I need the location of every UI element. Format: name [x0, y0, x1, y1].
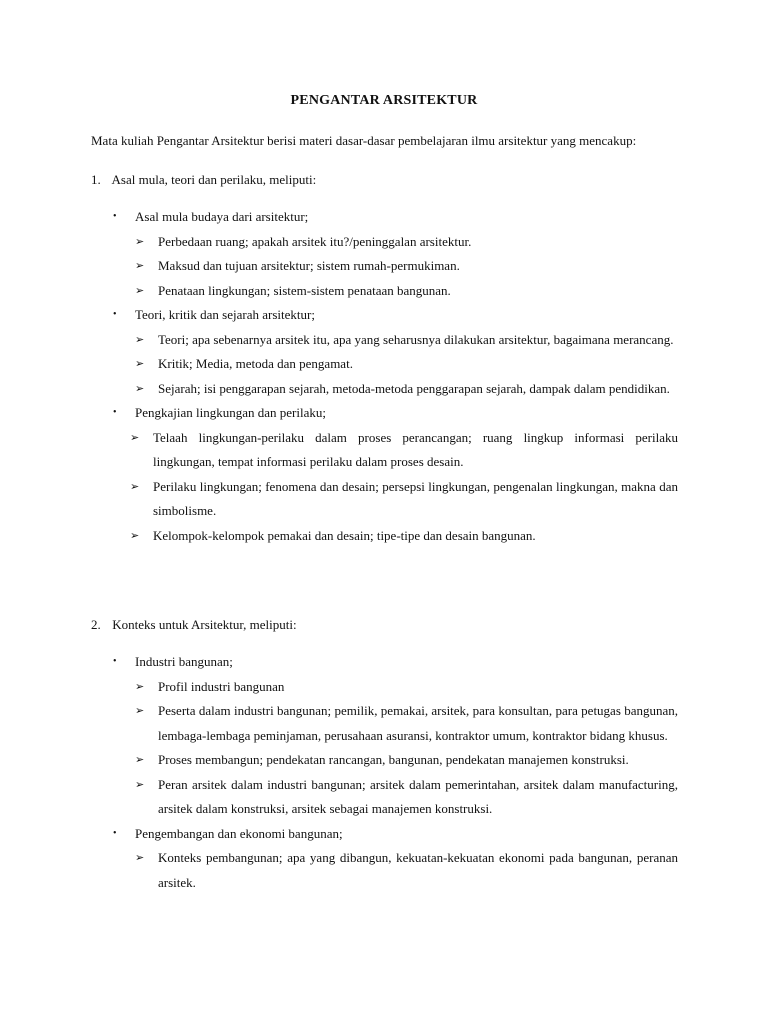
sub-item: [135, 352, 678, 377]
sub-item: [135, 748, 678, 773]
sub-item-text: Perilaku lingkungan; fenomena dan desain; persepsi lingkungan, pengenalan lingkungan, makna dan simbolisme.: [153, 478, 678, 518]
arrow-icon: ➢: [135, 260, 145, 272]
arrow-icon: ➢: [130, 529, 140, 542]
bullet-label: Asal mula budaya dari arsitektur;: [135, 209, 309, 224]
section-number: 1.: [91, 172, 101, 187]
sub-item-text: Maksud dan tujuan arsitektur; sistem rumah-permukiman.: [158, 258, 460, 273]
section-heading-1: [91, 172, 316, 188]
bullet-icon: •: [113, 827, 117, 839]
arrow-icon: ➢: [130, 480, 140, 493]
sub-item-text: Kritik; Media, metoda dan pengamat.: [158, 356, 353, 371]
sub-item-text: Profil industri bangunan: [158, 678, 285, 694]
sub-item-text: Telaah lingkungan-perilaku dalam proses perancangan; ruang lingkup informasi perilaku lingkungan, tempat informasi perilaku dalam proses desain.: [153, 429, 678, 469]
sub-item-text: Peserta dalam industri bangunan; pemilik, pemakai, arsitek, para konsultan, para petugas bangunan, lembaga-lembaga peminjaman, perusahaan asuransi, kontraktor umum, kontraktor bidang khusus.: [158, 703, 678, 743]
sub-item: [135, 279, 678, 304]
bullet-item: [113, 650, 678, 675]
bullet-item: [113, 822, 678, 847]
sub-item: [130, 426, 678, 475]
bullet-icon: •: [113, 211, 117, 222]
sub-item-text: Konteks pembangunan; apa yang dibangun, kekuatan-kekuatan ekonomi pada bangunan, peranan arsitek.: [158, 850, 678, 890]
section-1-list: [0, 205, 768, 548]
bullet-icon: •: [113, 407, 117, 418]
sub-item-text: Proses membangun; pendekatan rancangan, bangunan, pendekatan manajemen konstruksi.: [158, 752, 629, 767]
page-title: PENGANTAR ARSITEKTUR: [290, 93, 478, 108]
sub-item-text: Teori; apa sebenarnya arsitek itu, apa yang seharusnya dilakukan arsitektur, bagaimana merancang.: [158, 331, 674, 347]
bullet-item: [113, 401, 678, 426]
arrow-icon: ➢: [135, 358, 145, 370]
bullet-item: [113, 205, 678, 230]
section-heading-2: [91, 617, 297, 633]
sub-item-text: Sejarah; isi penggarapan sejarah, metoda-metoda penggarapan sejarah, dampak dalam pendidikan.: [158, 380, 670, 396]
arrow-icon: ➢: [135, 333, 145, 346]
bullet-icon: •: [113, 656, 117, 667]
sub-item-text: Perbedaan ruang; apakah arsitek itu?/peninggalan arsitektur.: [158, 233, 472, 249]
sub-item: [135, 846, 678, 895]
bullet-label: Pengkajian lingkungan dan perilaku;: [135, 405, 326, 420]
arrow-icon: ➢: [135, 680, 145, 693]
sub-item-text: Penataan lingkungan; sistem-sistem penataan bangunan.: [158, 282, 451, 298]
bullet-label: Pengembangan dan ekonomi bangunan;: [135, 825, 343, 841]
section-heading-text: Konteks untuk Arsitektur, meliputi:: [112, 617, 297, 632]
arrow-icon: ➢: [135, 235, 145, 248]
arrow-icon: ➢: [135, 705, 145, 717]
sub-item: [135, 328, 678, 353]
arrow-icon: ➢: [135, 284, 145, 297]
section-2-list: [0, 650, 768, 895]
sub-item: [135, 377, 678, 402]
section-heading-text: Asal mula, teori dan perilaku, meliputi:: [111, 172, 317, 187]
sub-item: [135, 675, 678, 700]
intro-paragraph: Mata kuliah Pengantar Arsitektur berisi materi dasar-dasar pembelajaran ilmu arsitektur yang mencakup:: [91, 133, 637, 148]
arrow-icon: ➢: [135, 382, 145, 395]
bullet-label: Industri bangunan;: [135, 654, 233, 669]
sub-item-text: Kelompok-kelompok pemakai dan desain; tipe-tipe dan desain bangunan.: [153, 527, 536, 543]
arrow-icon: ➢: [135, 778, 145, 791]
sub-item: [135, 699, 678, 748]
sub-item: [135, 230, 678, 255]
bullet-icon: •: [113, 309, 117, 320]
sub-item: [135, 773, 678, 822]
section-number: 2.: [91, 617, 101, 632]
arrow-icon: ➢: [135, 852, 145, 864]
sub-item-text: Peran arsitek dalam industri bangunan; arsitek dalam pemerintahan, arsitek dalam manufacturing, arsitek dalam konstruksi, arsitek sebagai manajemen konstruksi.: [158, 776, 678, 816]
bullet-item: [113, 303, 678, 328]
bullet-label: Teori, kritik dan sejarah arsitektur;: [135, 307, 315, 322]
arrow-icon: ➢: [130, 431, 140, 444]
sub-item: [130, 524, 678, 549]
arrow-icon: ➢: [135, 754, 145, 766]
sub-item: [135, 254, 678, 279]
sub-item: [130, 475, 678, 524]
